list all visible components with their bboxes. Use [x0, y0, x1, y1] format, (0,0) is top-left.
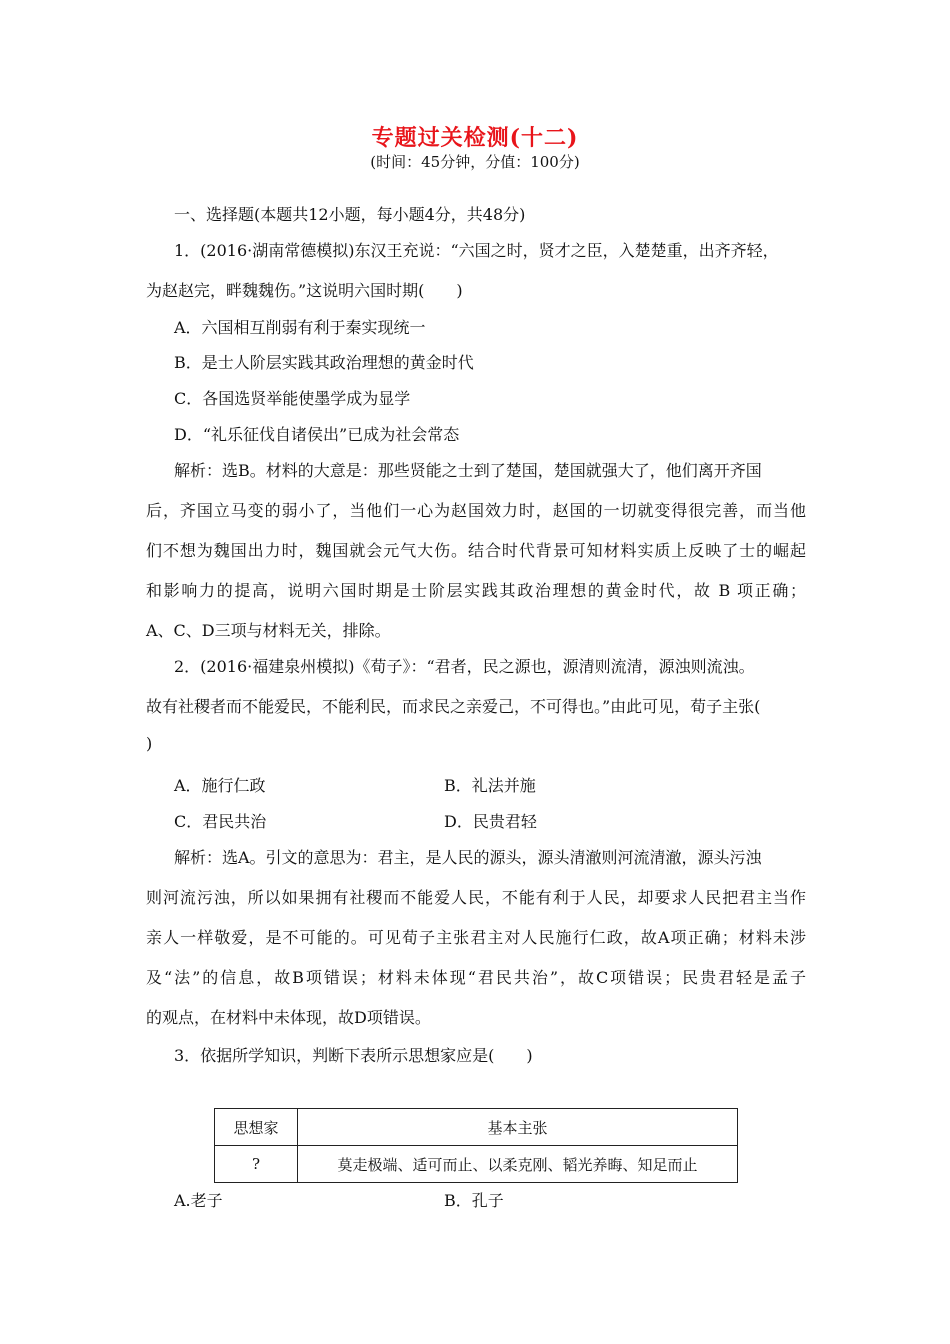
page-title: 专题过关检测(十二)	[371, 125, 579, 151]
q2-analysis-line2: 则河流污浊，所以如果拥有社稷而不能爱人民，不能有利于人民，却要求人民把君主当作	[146, 888, 806, 907]
q1-analysis-line2: 后，齐国立马变的弱小了，当他们一心为赵国效力时，赵国的一切就变得很完善，而当他	[146, 501, 806, 520]
q1-analysis-line5: A、C、D三项与材料无关，排除。	[146, 621, 391, 640]
q2-option-d: D．民贵君轻	[444, 812, 537, 831]
q1-option-c: C．各国选贤举能使墨学成为显学	[174, 389, 411, 408]
q1-stem-line2: 为赵赵完，畔魏魏伤。”这说明六国时期( )	[146, 281, 463, 300]
q2-analysis-line3: 亲人一样敬爱，是不可能的。可见荀子主张君主对人民施行仁政，故A项正确；材料未涉	[146, 928, 806, 947]
q2-option-c: C．君民共治	[174, 812, 267, 831]
q2-analysis-line5: 的观点，在材料中未体现，故D项错误。	[146, 1008, 431, 1027]
q1-analysis-line1: 解析：选B。材料的大意是：那些贤能之士到了楚国，楚国就强大了，他们离开齐国	[174, 461, 762, 480]
q2-option-row1	[174, 773, 536, 796]
q1-analysis-line4: 和影响力的提高，说明六国时期是士阶层实践其政治理想的黄金时代，故 B 项正确；	[146, 581, 806, 600]
q2-option-a: A．施行仁政	[174, 776, 266, 795]
q2-stem-line2: 故有社稷者而不能爱民，不能利民，而求民之亲爱己，不可得也。”由此可见，荀子主张(	[146, 697, 761, 716]
q2-analysis-line4: 及“法”的信息，故B项错误；材料未体现“君民共治”，故C项错误；民贵君轻是孟子	[146, 968, 806, 987]
q1-analysis-line3: 们不想为魏国出力时，魏国就会元气大伤。结合时代背景可知材料实质上反映了士的崛起	[146, 541, 806, 560]
page-subtitle: (时间：45分钟，分值：100分)	[370, 153, 580, 171]
q3-stem: 3．依据所学知识，判断下表所示思想家应是( )	[174, 1046, 533, 1065]
q1-option-a: A．六国相互削弱有利于秦实现统一	[174, 318, 426, 337]
q3-option-row1	[174, 1188, 504, 1211]
table-cell-claims: 莫走极端、适可而止、以柔克刚、韬光养晦、知足而止	[298, 1146, 738, 1183]
q3-option-a: A.老子	[174, 1191, 223, 1210]
q2-stem-line1: 2．(2016·福建泉州模拟)《荀子》：“君者，民之源也，源清则流清，源浊则流浊。	[174, 657, 755, 676]
section-heading: 一、选择题(本题共12小题，每小题4分，共48分)	[174, 205, 526, 224]
table-header-claims: 基本主张	[298, 1109, 738, 1146]
table-header-row	[215, 1109, 738, 1146]
q3-option-b: B．孔子	[444, 1191, 504, 1210]
q2-analysis-line1: 解析：选A。引文的意思为：君主，是人民的源头，源头清澈则河流清澈，源头污浊	[174, 848, 762, 867]
q2-option-b: B．礼法并施	[444, 776, 536, 795]
table-row	[215, 1146, 738, 1183]
q2-stem-line3: )	[146, 734, 153, 753]
table-header-thinker: 思想家	[215, 1109, 298, 1146]
q1-option-d: D．“礼乐征伐自诸侯出”已成为社会常态	[174, 425, 460, 444]
q1-stem-line1: 1．(2016·湖南常德模拟)东汉王充说：“六国之时，贤才之臣，入楚楚重，出齐齐轻，	[174, 241, 779, 260]
q2-option-row2	[174, 809, 537, 832]
table-cell-thinker: ?	[215, 1146, 298, 1183]
q1-option-b: B．是士人阶层实践其政治理想的黄金时代	[174, 353, 474, 372]
thinker-table	[214, 1108, 738, 1183]
